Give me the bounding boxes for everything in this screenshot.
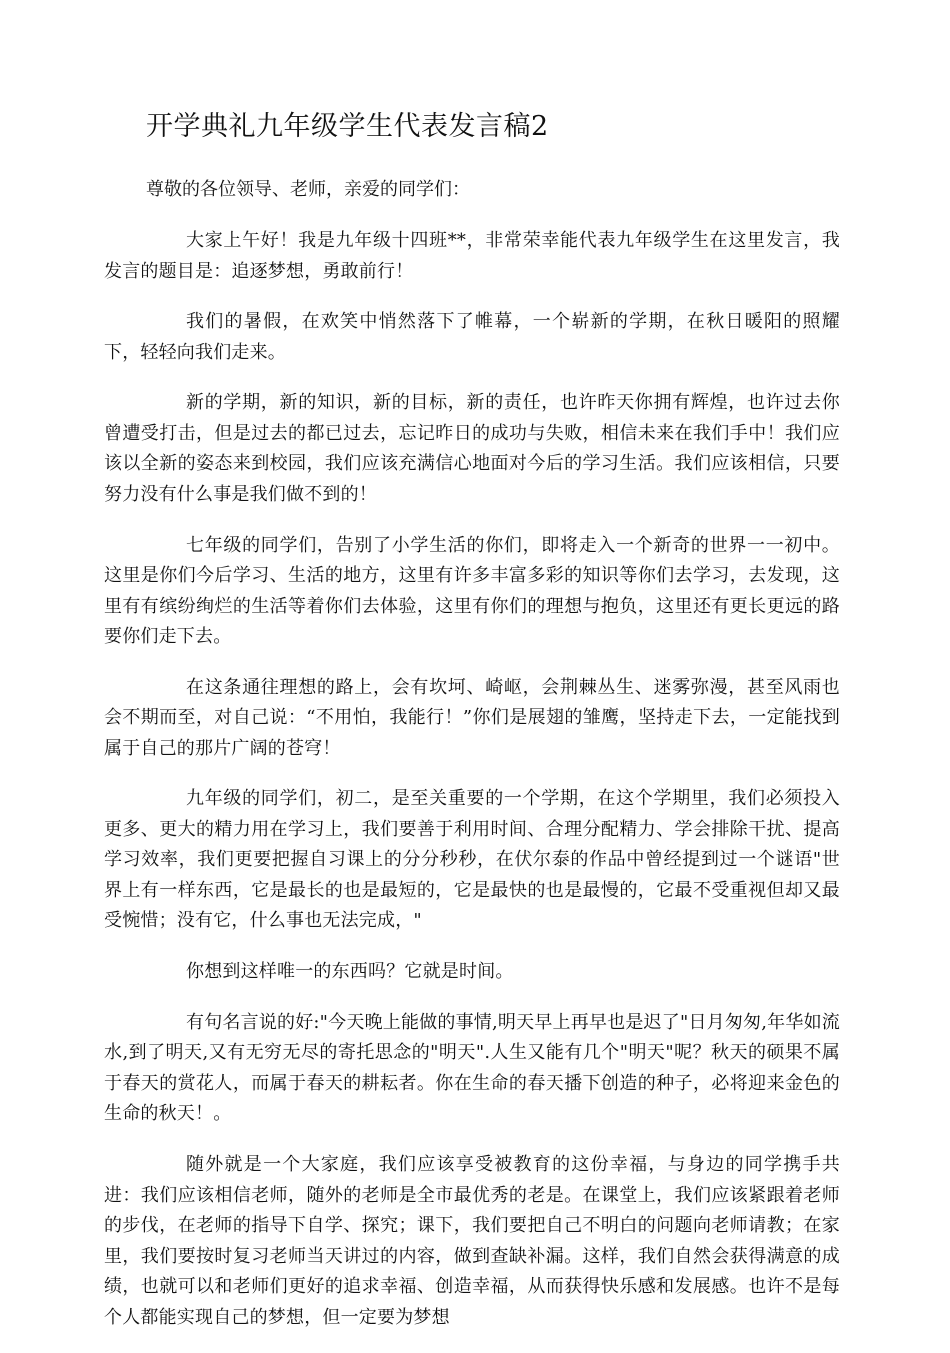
- paragraph: 七年级的同学们，告别了小学生活的你们，即将走入一个新奇的世界一一初中。这里是你们今后学习、生活的地方，这里有许多丰富多彩的知识等你们去学习，去发现，这里有有缤纷绚烂的生活等着你们去体验，这里有你们的理想与抱负，这里还有更长更远的路要你们走下去。: [104, 534, 840, 648]
- salutation: 尊敬的各位领导、老师，亲爱的同学们：: [146, 179, 470, 200]
- paragraph: 大家上午好！我是九年级十四班**，非常荣幸能代表九年级学生在这里发言，我发言的题目是：追逐梦想，勇敢前行！: [104, 230, 840, 282]
- speech-body: [104, 226, 840, 1353]
- paragraph: 你想到这样唯一的东西吗？它就是时间。: [186, 961, 514, 983]
- paragraph: 有句名言说的好:"今天晚上能做的事情,明天早上再早也是迟了"日月匆匆,年华如流水,到了明天,又有无穷无尽的寄托思念的"明天".人生又能有几个"明天"呢？秋天的硕果不属于春天的赏花人，而属于春天的耕耘者。你在生命的春天播下创造的种子，必将迎来金色的生命的秋天！。: [104, 1011, 841, 1125]
- paragraph: 新的学期，新的知识，新的目标，新的责任，也许昨天你拥有辉煌，也许过去你曾遭受打击，但是过去的都已过去，忘记昨日的成功与失败，相信未来在我们手中！我们应该以全新的姿态来到校园，我们应该充满信心地面对今后的学习生活。我们应该相信，只要努力没有什么事是我们做不到的！: [104, 392, 840, 505]
- document-title: 开学典礼九年级学生代表发言稿2: [146, 111, 549, 142]
- paragraph: 我们的暑假，在欢笑中悄然落下了帷幕，一个崭新的学期，在秋日暖阳的照耀下，轻轻向我们走来。: [104, 311, 840, 363]
- paragraph: 九年级的同学们，初二，是至关重要的一个学期，在这个学期里，我们必须投入更多、更大的精力用在学习上，我们要善于利用时间、合理分配精力、学会排除干扰、提高学习效率，我们更要把握自习课上的分分秒秒，在伏尔泰的作品中曾经提到过一个谜语"世界上有一样东西，它是最长的也是最短的，它是最快的也是最慢的，它最不受重视但却又最受惋惜；没有它，什么事也无法完成，": [104, 788, 840, 932]
- paragraph: 随外就是一个大家庭，我们应该享受被教育的这份幸福，与身边的同学携手共进：我们应该相信老师，随外的老师是全市最优秀的老是。在课堂上，我们应该紧跟着老师的步伐，在老师的指导下自学、探究；课下，我们要把自己不明白的问题向老师请教；在家里，我们要按时复习老师当天讲过的内容，做到查缺补漏。这样，我们自然会获得满意的成绩，也就可以和老师们更好的追求幸福、创造幸福，从而获得快乐感和发展感。也许不是每个人都能实现自己的梦想，但一定要为梦想: [104, 1154, 840, 1328]
- paragraph: 在这条通往理想的路上，会有坎坷、崎岖，会荆棘丛生、迷雾弥漫，甚至风雨也会不期而至，对自己说：“不用怕，我能行！”你们是展翅的雏鹰，坚持走下去，一定能找到属于自己的那片广阔的苍穹！: [104, 676, 840, 759]
